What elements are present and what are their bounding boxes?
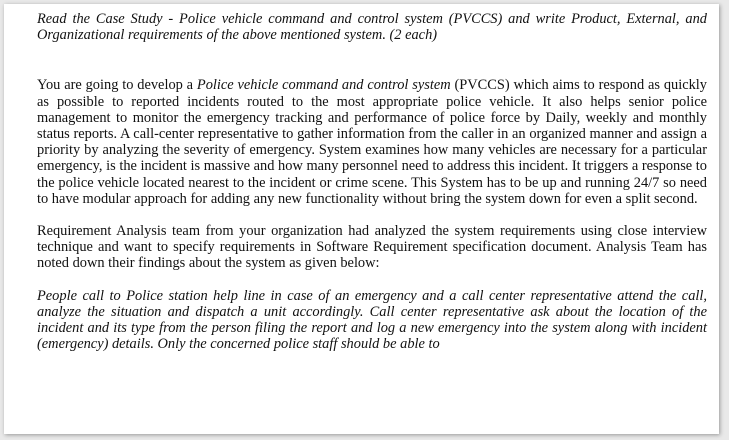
analysis-paragraph: Requirement Analysis team from your organization had analyzed the system requirements using close interview technique and want to specify requirements in Software Requirement specification document. Analysis Team has noted down their findings about the system as given below: xyxy=(37,223,707,272)
intro-lead: You are going to develop a xyxy=(37,77,197,94)
intro-paragraph xyxy=(37,77,707,207)
assignment-question: Read the Case Study - Police vehicle command and control system (PVCCS) and write Product, External, and Organizational requirements of the above mentioned system. (2 each) xyxy=(37,11,707,44)
scenario-paragraph: People call to Police station help line in case of an emergency and a call center representative attend the call, analyze the situation and dispatch a unit accordingly. Call center representative ask about the location of the incident and its type from the person filing the report and log a new emergency into the system along with incident (emergency) details. Only the concerned police staff should be able to xyxy=(37,287,707,353)
system-name: Police vehicle command and control system xyxy=(196,77,451,94)
document-page xyxy=(4,4,719,434)
intro-rest: (PVCCS) which aims to respond as quickly as possible to reported incidents routed to the most appropriate police vehicle. It also helps senior police management to monitor the emergency tracking and performance of police force by Daily, weekly and monthly status reports. A call-center representative to gather information from the caller in an organized manner and assign a priority by analyzing the severity of emergency. System examines how many vehicles are necessary for a particular emergency, is the incident is massive and how many personnel need to address this incident. It triggers a response to the police vehicle located nearest to the incident or crime scene. This System has to be up and running 24/7 so need to have modular approach for adding any new functionality without bring the system down for even a split second. xyxy=(37,77,707,207)
